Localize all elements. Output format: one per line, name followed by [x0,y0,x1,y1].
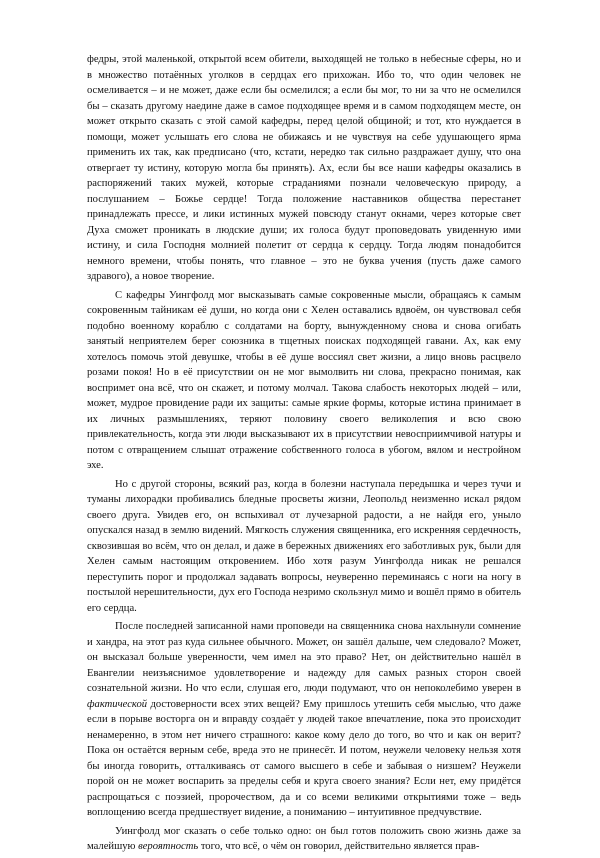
paragraph-4 [87,619,521,821]
paragraph-5 [87,824,521,855]
paragraph-4-italic: фактической [87,698,148,710]
paragraph-1-text: федры, этой маленькой, открытой всем обители, выходящей не только в небесные сферы, но и в множество потаённых уголков в сердцах его прихожан. Ибо то, что один человек не осмеливается – и не может, даже если бы осмелился; а если бы мог, то ни за что не осмелился бы – сказать другому наедине даже в самое подходящее время и в самом подходящем месте, он может открыто сказать с этой самой кафедры, перед целой общиной; и тот, кто нуждается в помощи, может услышать его слова не обижаясь и не чувствуя на себе удушающего ярма применить их так, как предписано (что, кстати, нередко так сильно раздражает душу, что она отвергает ту истину, которую могла бы принять). Ах, если бы все наши кафедры оказались в распоряжений таких мужей, которые страданиями познали человеческую природу, а послушанием – Божье сердце! Тогда положение наставников общества перестанет принадлежать прессе, и лики истинных мужей повсюду станут окнами, через которые свет Духа сможет проникать в людские души; их голоса будут проповедовать увиденную ими истину, и сила Господня молнией полетит от сердца к сердцу. Тогда людям понадобится немного времени, чтобы понять, что главное – это не буква учения (пусть даже самого здравого), а новое творение. [87,54,521,282]
paragraph-1 [87,52,521,285]
paragraph-3 [87,477,521,617]
paragraph-5-italic: вероятность [138,841,199,852]
paragraph-5-text-a: Уингфолд мог сказать о себе только одно: он был готов положить свою жизнь даже за малейшую [87,825,521,852]
paragraph-2 [87,288,521,474]
paragraph-2-text: С кафедры Уингфолд мог высказывать самые сокровенные мысли, обращаясь к самым сокровенным тайникам её души, но когда они с Хелен оставались вдвоём, он чувствовал себя подобно военному кораблю с солдатами на борту, вынужденному снова и снова огибать занятый неприятелем берег союзника в тщетных поисках подходящей гавани. Ах, как ему хотелось помочь этой девушке, чтобы в её душе воссиял свет жизни, а лицо вновь расцвело розами покоя! Но в её присутствии он не мог вымолвить ни слова, прекрасно понимая, как воспримет она всё, что он скажет, и потому молчал. Такова слабость некоторых людей – или, может, мудрое провидение ради их защиты: самые яркие формы, которые истина принимает в их личных размышлениях, теряют половину своего великолепия и всю свою привлекательность, когда эти люди высказывают их в присутствии невосприимчивой натуры и потом с отвращением слышат отражение собственного голоса в убогом, вялом и нестройном эхе. [87,289,521,471]
paragraph-4-text-b: достоверности всех этих вещей? Ему пришлось утешить себя мыслью, что даже если в порыве восторга он и вправду создаёт у людей такое впечатление, пока это происходит ненамеренно, в этом нет ничего страшного: какое кому дело до того, во что и как он верит? Пока он остаётся верным себе, вреда это не принесёт. И потом, неужели человеку нельзя хотя бы иногда говорить, отталкиваясь от самого высшего в себе и забывая о низшем? Неужели порой он не может воспарить за пределы себя и круга своего знания? Если нет, ему придётся распрощаться с поэзией, пророчеством, да и со всеми великими открытиями тоже – ведь воплощению всегда предшествует видение, а пониманию – интуитивное предчувствие. [87,698,521,818]
paragraph-3-text: Но с другой стороны, всякий раз, когда в болезни наступала передышка и через тучи и туманы лихорадки пробивались бледные просветы жизни, Леопольд неизменно искал рядом своего друга. Увидев его, он вспыхивал от лучезарной радости, а не найдя его, уныло опускался назад в землю видений. Мягкость служения священника, его искренняя сердечность, сквозившая во всём, что он делал, и даже в бережных движениях его заботливых рук, были для Хелен самым настоящим откровением. Ибо хотя разум Уингфолда никак не решался переступить порог и продолжал задавать вопросы, неуверенно переминаясь с ноги на ногу в постылой нерешительности, дух его Господа незримо скользнул мимо и вошёл прямо в обитель его сердца. [87,478,521,614]
paragraph-4-text-a: После последней записанной нами проповеди на священника снова нахлынули сомнение и хандра, на этот раз куда сильнее обычного. Может, он зашёл дальше, чем следовало? Может, он высказал больше уверенности, чем имел на это право? Нет, он действительно нашёл в Евангелии неизъяснимое удовлетворение и надежду для самых разных сторон своей сознательной жизни. Но что если, слушая его, люди подумают, что он непоколебимо уверен в [87,621,521,694]
document-page [87,52,521,858]
paragraph-5-text-b: того, что всё, о чём он говорил, действительно является прав- [198,841,480,852]
